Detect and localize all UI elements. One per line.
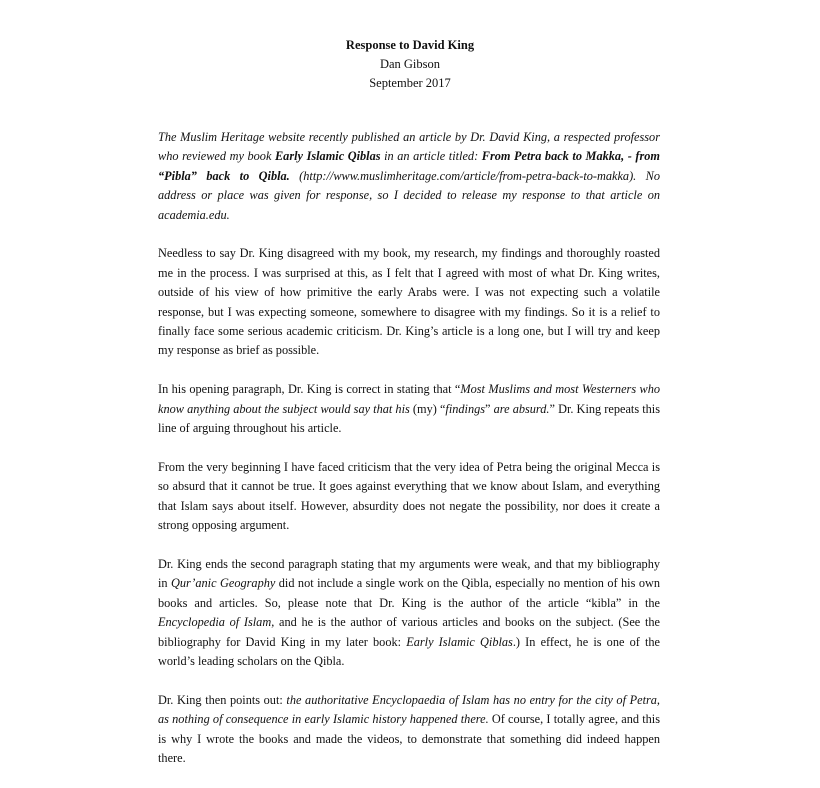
text-run: (http://www.muslimheritage.com/article/from-petra-back-to-makka). No address or place was given for response, so I decided to release my response to that article on academia.edu. <box>158 168 661 222</box>
text-run: Of course, I totally agree, and this is why I wrote the books and made the videos, to demonstrate that something did indeed happen there. <box>158 712 660 765</box>
document-title: Response to David King <box>345 38 475 52</box>
paragraph-5 <box>158 555 660 671</box>
book-title: Qur’anic Geography <box>171 576 276 591</box>
paragraph-intro <box>158 128 660 225</box>
quote-text: are absurd. <box>493 401 550 416</box>
quote-text: Most Muslims and most Westerners who know anything about the subject would say that his <box>158 382 661 416</box>
paragraph-3 <box>158 380 660 438</box>
paragraph-4: From the very beginning I have faced criticism that the very idea of Petra being the original Mecca is so absurd that it cannot be true. It goes against everything that we know about Islam, and everything that Islam says about itself. However, absurdity does not negate the possibility, nor does it create a strong opposing argument. <box>158 459 660 533</box>
text-run: (my) “ <box>409 401 446 416</box>
document-body <box>158 128 660 788</box>
book-title: Encyclopedia of Islam, <box>158 615 275 630</box>
article-title: From Petra back to Makka, - from “Pibla” back to Qibla. <box>158 149 660 183</box>
author-name: Dan Gibson <box>379 57 441 71</box>
paragraph-2: Needless to say Dr. King disagreed with my book, my research, my findings and thoroughly roasted me in the process. I was surprised at this, as I felt that I agreed with most of what Dr. King writes, outside of his view of how primitive the early Arabs were. I was not expecting such a volatile response, but I was expecting someone, somewhere to disagree with my findings. So it is a relief to finally face some serious academic criticism. Dr. King’s article is a long one, but I will try and keep my response as brief as possible. <box>158 246 660 358</box>
book-title: Early Islamic Qiblas <box>406 634 513 649</box>
text-run: ” <box>485 401 494 416</box>
document-date: September 2017 <box>369 76 451 90</box>
text-run: Dr. King then points out: <box>158 692 287 707</box>
text-run: The Muslim Heritage website recently published an article by Dr. David King, a respected professor who reviewed my book <box>158 130 660 164</box>
text-run: did not include a single work on the Qibla, especially no mention of his own books and articles. So, please note that Dr. King is the author of the article “kibla” in the <box>158 576 660 610</box>
quote-text: the authoritative Encyclopaedia of Islam has no entry for the city of Petra, as nothing of consequence in early Islamic history happened there. <box>158 692 661 727</box>
document-header <box>0 36 820 93</box>
text-run: ” Dr. King repeats this line of arguing throughout his article. <box>158 401 660 436</box>
paragraph-6 <box>158 691 660 769</box>
text-run: Dr. King ends the second paragraph stating that my arguments were weak, and that my bibliography in <box>158 556 660 591</box>
book-title: Early Islamic Qiblas <box>274 149 381 164</box>
text-run: In his opening paragraph, Dr. King is correct in stating that “ <box>158 382 461 397</box>
text-run: in an article titled: <box>380 149 482 164</box>
quote-text: findings <box>445 401 486 416</box>
text-run: and he is the author of various articles and books on the subject. (See the bibliography for David King in my later book: <box>158 615 660 649</box>
text-run: .) In effect, he is one of the world’s leading scholars on the Qibla. <box>158 634 661 668</box>
